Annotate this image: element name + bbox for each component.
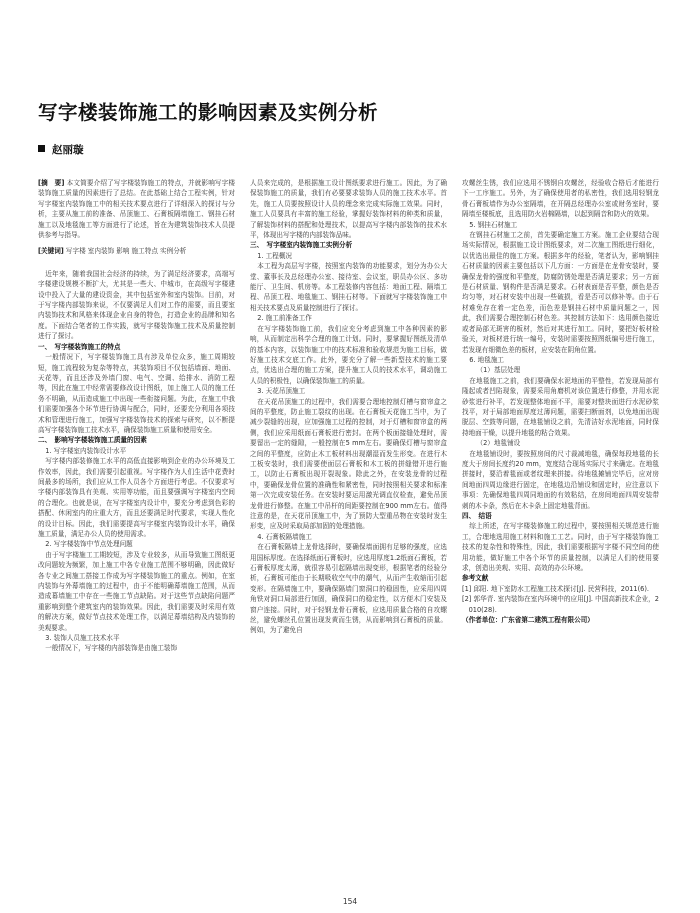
column-1-body [38, 269, 235, 654]
subsection-heading: 1. 工程概况 [257, 251, 293, 260]
subsection-heading: 3. 天花吊顶施工 [257, 387, 306, 396]
sub-subsection-heading: （1）基层处理 [476, 366, 521, 375]
paragraph: 一般情况下，写字楼的内部装饰是由施工装饰 [45, 644, 178, 653]
page-number: 154 [342, 897, 358, 906]
subsection-heading: 2. 写字楼装饰中节点处理问题 [45, 540, 133, 549]
section-heading: 四、 结语 [462, 512, 492, 520]
paragraph: 综上所述，在写字楼装修施工的过程中，要按照相关规范进行施工，合理地选用施工材料和施工工艺。同时，由于写字楼装饰施工技术的复杂性和特殊性，因此，我们需要根据写字楼不同空间的使用功能，做好施工中各个环节的质量控制，以满足人们的使用要求，创造出美观、实用、高效的办公环境。 [462, 522, 659, 573]
column-1 [38, 178, 235, 654]
column-3-body [462, 178, 659, 625]
keywords-label: [关键词] [38, 247, 64, 256]
section-heading: 一、 写字楼装饰施工的特点 [38, 342, 121, 351]
paragraph: 人员来完成的，是根据施工设计图纸要求进行施工。因此，为了确保装饰施工的质量，我们有必要要求装饰人员的施工技术水平。首先，施工人员要按照设计人员的理念来完成实际施工效果。同时，施工人员要具有丰富的施工经验，掌握好装饰材料的种类和质量，了解装饰材料的搭配和处理技术，以提高写字楼内部装饰的技术水平，体现出写字楼的内部装饰品味。 [250, 179, 447, 240]
reference-item: [2] 郭华青. 室内装饰在室内环境中的应用[J]. 中国高新技术企业，2010(28). [462, 595, 659, 614]
column-2 [250, 178, 447, 636]
author-name: 赵丽璇 [52, 144, 84, 156]
author-line [38, 142, 84, 157]
subsection-heading: 3. 装饰人员施工技术水平 [45, 634, 120, 643]
subsection-heading: 4. 石膏板隔墙施工 [257, 532, 312, 541]
abstract [38, 178, 235, 240]
abstract-label: [摘 要] [38, 179, 65, 187]
keywords [38, 246, 235, 256]
section-heading: 三、 写字楼室内装饰施工实例分析 [250, 241, 353, 250]
section-heading: 二、 影响写字楼装饰施工质量的因素 [38, 436, 147, 445]
article-title: 写字楼装饰施工的影响因素及实例分析 [38, 101, 379, 124]
reference-item: [1] 邱阳. 地下室防水工程施工技术探讨[J]. 民营科技，2011(6). [462, 584, 650, 593]
square-bullet-icon [38, 145, 45, 152]
subsection-heading: 2. 施工前准备工作 [257, 314, 312, 323]
paragraph: 一般情况下，写字楼装饰施工具有涉及单位众多，施工周期较短，施工流程较为复杂等特点，其装饰项目不仅包括墙面、地面、天花等，而且还涉及外墙门窗、电气、空调、给排水、消防工程等，因此在施工中经常需要修改设计图纸，加上施工人员的施工任务不明确，从而造成施工中出现一些衔接问题。为此，在施工中我们需要加强各个环节进行协调与配合，同时，还要充分利用各项技术和管理进行施工，加强写字楼装饰技术的探索与研究，以不断提高写字楼装饰施工技术水平，确保装饰施工质量和使用安全。 [38, 353, 235, 434]
sub-subsection-heading: （2）地毯铺设 [476, 439, 521, 448]
keywords-text: 写字楼 室内装饰 影响 施工特点 实例分析 [65, 247, 187, 256]
paragraph: 在地毯铺设时，要按照房间的尺寸裁减地毯，确保每段地毯的长度大于房间长度约20 mm，宽度结合现场实际尺寸来确定。在地毯拼接时，要沿着毯面或者纹理来拼接。待地毯摊铺完毕后，应对房间地面四周边缘进行固定，在地毯边沿铺设和固定时，应注意以下事项：先确保地毯四周同地面的有效粘结，在房间地面四周安装带刺的木卡条，然后在木卡条上固定地毯背面。 [462, 449, 659, 510]
subsection-heading: 5. 钢挂石材施工 [469, 220, 518, 229]
section-heading: 参考文献 [462, 574, 489, 583]
subsection-heading: 1. 写字楼室内装饰设计水平 [45, 446, 127, 455]
subsection-heading: 6. 地毯施工 [469, 355, 505, 364]
paragraph: 由于写字楼施工工期较短，涉及专业较多，从而导致施工图纸更改问题较为频繁，加上施工中各专业施工范围不够明确，因此做好各专业之间施工搭接工作成为写字楼装饰施工的重点。例如，在室内装饰与外幕墙施工的过程中，由于不能明确幕墙施工范围，从而造成幕墙施工中存在一些施工节点缺陷。对于这些节点缺陷问题严重影响到整个建筑室内的装饰效果。因此，我们需要及时采用有效的解决方案，做好节点技术处理工作，以满足幕墙结构及内装饰的美观要求。 [38, 550, 235, 632]
paragraph: 在石膏板隔墙上龙骨选择时，要确保墙面拥有足够的强度，应选用国标厚度。在选择纸面石膏板时，应选用厚度1.2纸面石膏板，若石膏板厚度太薄，就很容易引起隔墙出现变形，根据笔者的经验分析，石膏板可能由于长期吸收空气中的潮气，从而产生收缩而引起变形。在隔墙施工中，要确保隔墙门窗洞口的稳固性，应采用四周角铁对洞口局部进行加固，确保洞口的稳定性，以方便木门安装及窗户连接。同时，对于轻钢龙骨石膏板，应选用质量合格的自攻螺丝，避免螺丝孔位置出现发黄而生锈，从而影响到石膏板的质量。例如，为了避免自 [250, 543, 447, 635]
paragraph: 在写字楼装饰施工前，我们应充分考虑到施工中各种因素的影响，从而制定出科学合理的施工计划。同时，要掌握好图纸及清单的基本内容，以装饰施工中的技术标准和验收规范为施工目标，做好施工技术交底工作。此外，要充分了解一些新型技术的施工要点，优选出合理的施工方案，提升施工人员的技术水平，调动施工人员的积极性，以确保装饰施工的质量。 [250, 324, 447, 385]
paragraph: 本工程为高层写字楼，按照室内装饰的功能要求，划分为办公大堂、董事长及总经理办公室、接待室、会议室，职员办公区、多功能厅、卫生间、机房等。本工程装修内容包括：地面工程、隔墙工程、吊顶工程、地毯施工、钢挂石材等。下面就写字楼装饰施工中相关技术要点及质量控制进行了探讨。 [250, 262, 447, 312]
section-heading: （作者单位：广东省第二建筑工程有限公司） [462, 616, 594, 625]
column-3 [462, 178, 659, 625]
column-2-body [250, 178, 447, 636]
paragraph: 在钢挂石材施工之前，首先要确定施工方案。施工企业要结合现场实际情况，根据施工设计图纸要求，对二次施工图纸进行细化，以优选出最佳的施工方案。根据多年的经验，笔者认为，影响钢挂石材质量的因素主要包括以下几方面：一方面是在龙骨安装时，要确保龙骨的强度和平整度，防腐防锈处理是否满足要求；另一方面是石材质量、钢构件是否满足要求。石材表面是否平整，颜色是否均匀等，对石材安装中出现一些破损，看是否可以修补等。由于石材难免存在着一定色差，而色差是钢挂石材中质量问题之一，因此，我们需要合理控制石材色差。其控制方法如下：选用颜色接近或者局部无斑害的板材，然后对其进行加工。同时，要把好板材检验关，对板材进行统一编号，安装时需要按照图纸编号进行施工，若发现有细微色差的板材，应安装在阴角位置。 [462, 231, 659, 354]
paragraph: 攻螺丝生锈，我们应选用不锈钢自攻螺丝，经验收合格后才能进行下一工序施工。另外，为了确保使用者的私密性，我们选用轻钢龙骨石膏板墙作为办公室隔墙，在开隔总经理办公室或财务室时，要隔墙至楼板底，且选用防火岩棉隔墙，以起到隔音和防火的效果。 [462, 179, 659, 219]
paragraph: 在地毯施工之前，我们要确保水泥地面的平整性，若发现局部有隆起或者凹陷现象，需要采用角磨机对该位置进行修整，并用水泥砂浆进行补平，若发现整体地面不平，需要对整块面进行水泥砂浆找平，对于局部地面厚度过薄问题，需要扫断面剂，以免地面出现脱层、空鼓等问题，在地毯铺设之前，先清洁好水泥地面，同时保持地面干燥，以提升地毯的粘合效果。 [462, 376, 659, 437]
paragraph: 写字楼内部装修施工水平的高低直接影响到企业的办公环境及工作效率，因此，我们需要引起重视。写字楼作为人们生活中花费时间最多的场所，我们应从工作人员各个方面进行考虑。不仅要求写字楼内部装饰具有美观、实用等功能，而且要强调写字楼室内空间的合理化。也就是说，在写字楼室内设计中，要充分考虑到色彩的搭配、休闲室内的庄重大方，而且还要满足时代要求，实现人性化的设计目标。因此，我们需要提高写字楼室内装饰设计水平，确保施工质量，满足办公人员的使用需求。 [38, 457, 235, 538]
paragraph: 近年来，随着我国社会经济的持续，为了满足经济要求，高端写字楼建设规模不断扩大，尤其是一些大、中城市，在高级写字楼建设中投入了大量的建设资金，其中包括室外和室内装饰。目前，对于写字楼内部装饰来说，不仅要满足人们对工作的需要，而且要室内装饰技术和风格来体现企业自身的特色，打造企业的品牌和知名度。下面结合笔者的工作实践，就写字楼装饰施工技术及质量控制进行了探讨。 [38, 269, 235, 341]
paragraph: 在天花吊顶施工的过程中，我们需要合理地控制灯槽与窗帘盒之间的平整度，防止施工裂纹的出现。在石膏板天花施工当中，为了减少裂缝的出现，应加强施工过程的控制，对于灯槽和窗帘盒的两侧，我们应采用纸面石膏板进行密封。在两个板面接缝处理时，需要留出一定的缝隙，一般控制在5 mm左右。要确保灯槽与窗帘盒之间的平整度，应防止木工板材料出现潮湿而发生形变。在进行木工板安装时，我们需要使面层石膏板和木工板的拼缝错开进行施工，以防止石膏板出现开裂现象。除此之外，在安装龙骨的过程中，要确保龙骨位置的准确性和紧密性，同时按照相关要求和标准第一次完成安装任务。在安装时要运用激光调直仪检查，避免吊顶龙骨进行修整。在施工中吊杆的间距要控制在900 mm左右。值得注意的是，在天花吊顶施工中，为了预防大型重吊物在安装时发生形变，应及时采取局部加固的处理措施。 [250, 397, 447, 531]
abstract-text: 本文简要介绍了写字楼装饰施工的特点，并就影响写字楼装饰施工质量的因素进行了总结。在此基础上结合工程实例，针对写字楼室内装饰施工中的相关技术要点进行了详细深入的探讨与分析，主要从施工前的准备、吊顶施工、石膏板隔墙施工、钢挂石材施工以及地毯施工等方面进行了论述，旨在为建筑装饰技术人员提供参考与指导。 [38, 179, 236, 240]
